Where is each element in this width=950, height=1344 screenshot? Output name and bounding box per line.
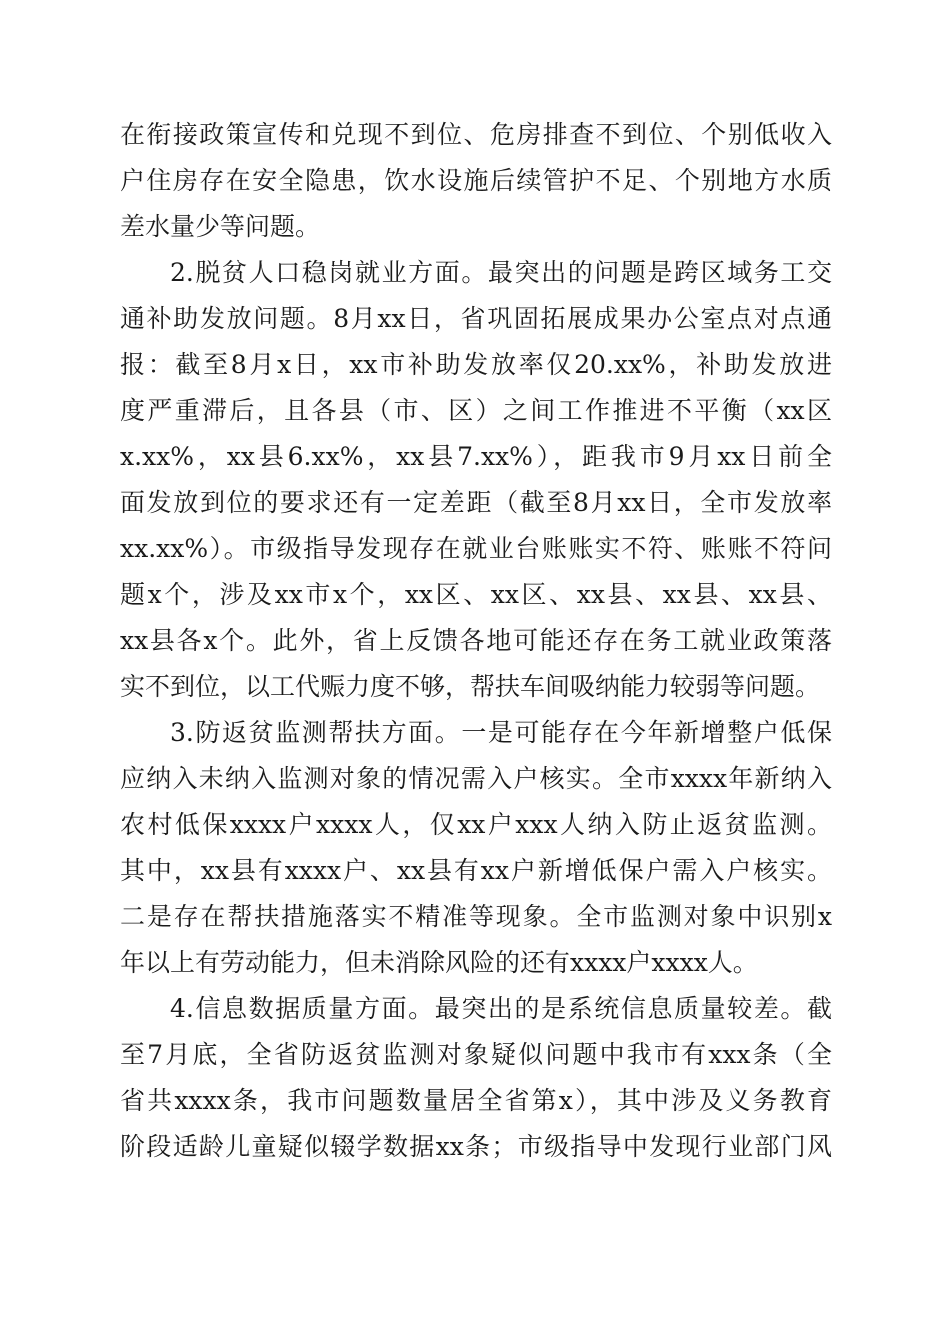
text-line: 3.防返贫监测帮扶方面。一是可能存在今年新增整户低保: [170, 718, 832, 747]
paragraph-3: [120, 710, 832, 986]
text-line: xx县各x个。此外，省上反馈各地可能还存在务工就业政策落: [120, 626, 832, 655]
text-line: 其中，xx县有xxxx户、xx县有xx户新增低保户需入户核实。: [120, 856, 832, 885]
text-line: 度严重滞后，且各县（市、区）之间工作推进不平衡（xx区: [120, 396, 832, 425]
text-line: 至7月底，全省防返贫监测对象疑似问题中我市有xxx条（全: [120, 1040, 832, 1069]
text-line: 面发放到位的要求还有一定差距（截至8月xx日，全市发放率: [120, 488, 832, 517]
paragraph-1: [120, 112, 832, 250]
text-line: 实不到位，以工代赈力度不够，帮扶车间吸纳能力较弱等问题。: [120, 672, 821, 701]
paragraph-2: [120, 250, 832, 710]
document-page: [120, 112, 832, 1170]
text-line: 阶段适龄儿童疑似辍学数据xx条；市级指导中发现行业部门风: [120, 1132, 832, 1161]
text-line: 通补助发放问题。8月xx日，省巩固拓展成果办公室点对点通: [120, 304, 832, 333]
text-line: 户住房存在安全隐患，饮水设施后续管护不足、个别地方水质: [120, 166, 832, 195]
text-line: 农村低保xxxx户xxxx人，仅xx户xxx人纳入防止返贫监测。: [120, 810, 832, 839]
text-line: 年以上有劳动能力，但未消除风险的还有xxxx户xxxx人。: [120, 948, 758, 977]
text-line: 在衔接政策宣传和兑现不到位、危房排查不到位、个别低收入: [120, 120, 832, 149]
text-line: 二是存在帮扶措施落实不精准等现象。全市监测对象中识别x: [120, 902, 832, 931]
text-line: 差水量少等问题。: [120, 212, 321, 241]
text-line: 2.脱贫人口稳岗就业方面。最突出的问题是跨区域务工交: [170, 258, 832, 287]
text-line: 4.信息数据质量方面。最突出的是系统信息质量较差。截: [170, 994, 832, 1023]
text-line: 应纳入未纳入监测对象的情况需入户核实。全市xxxx年新纳入: [120, 764, 832, 793]
text-line: x.xx%，xx县6.xx%，xx县7.xx%），距我市9月xx日前全: [120, 442, 832, 471]
paragraph-4: [120, 986, 832, 1170]
text-line: 省共xxxx条，我市问题数量居全省第x），其中涉及义务教育: [120, 1086, 832, 1115]
text-line: 报：截至8月x日，xx市补助发放率仅20.xx%，补助发放进: [120, 350, 832, 379]
text-line: xx.xx%）。市级指导发现存在就业台账账实不符、账账不符问: [120, 534, 832, 563]
text-line: 题x个，涉及xx市x个，xx区、xx区、xx县、xx县、xx县、: [120, 580, 832, 609]
